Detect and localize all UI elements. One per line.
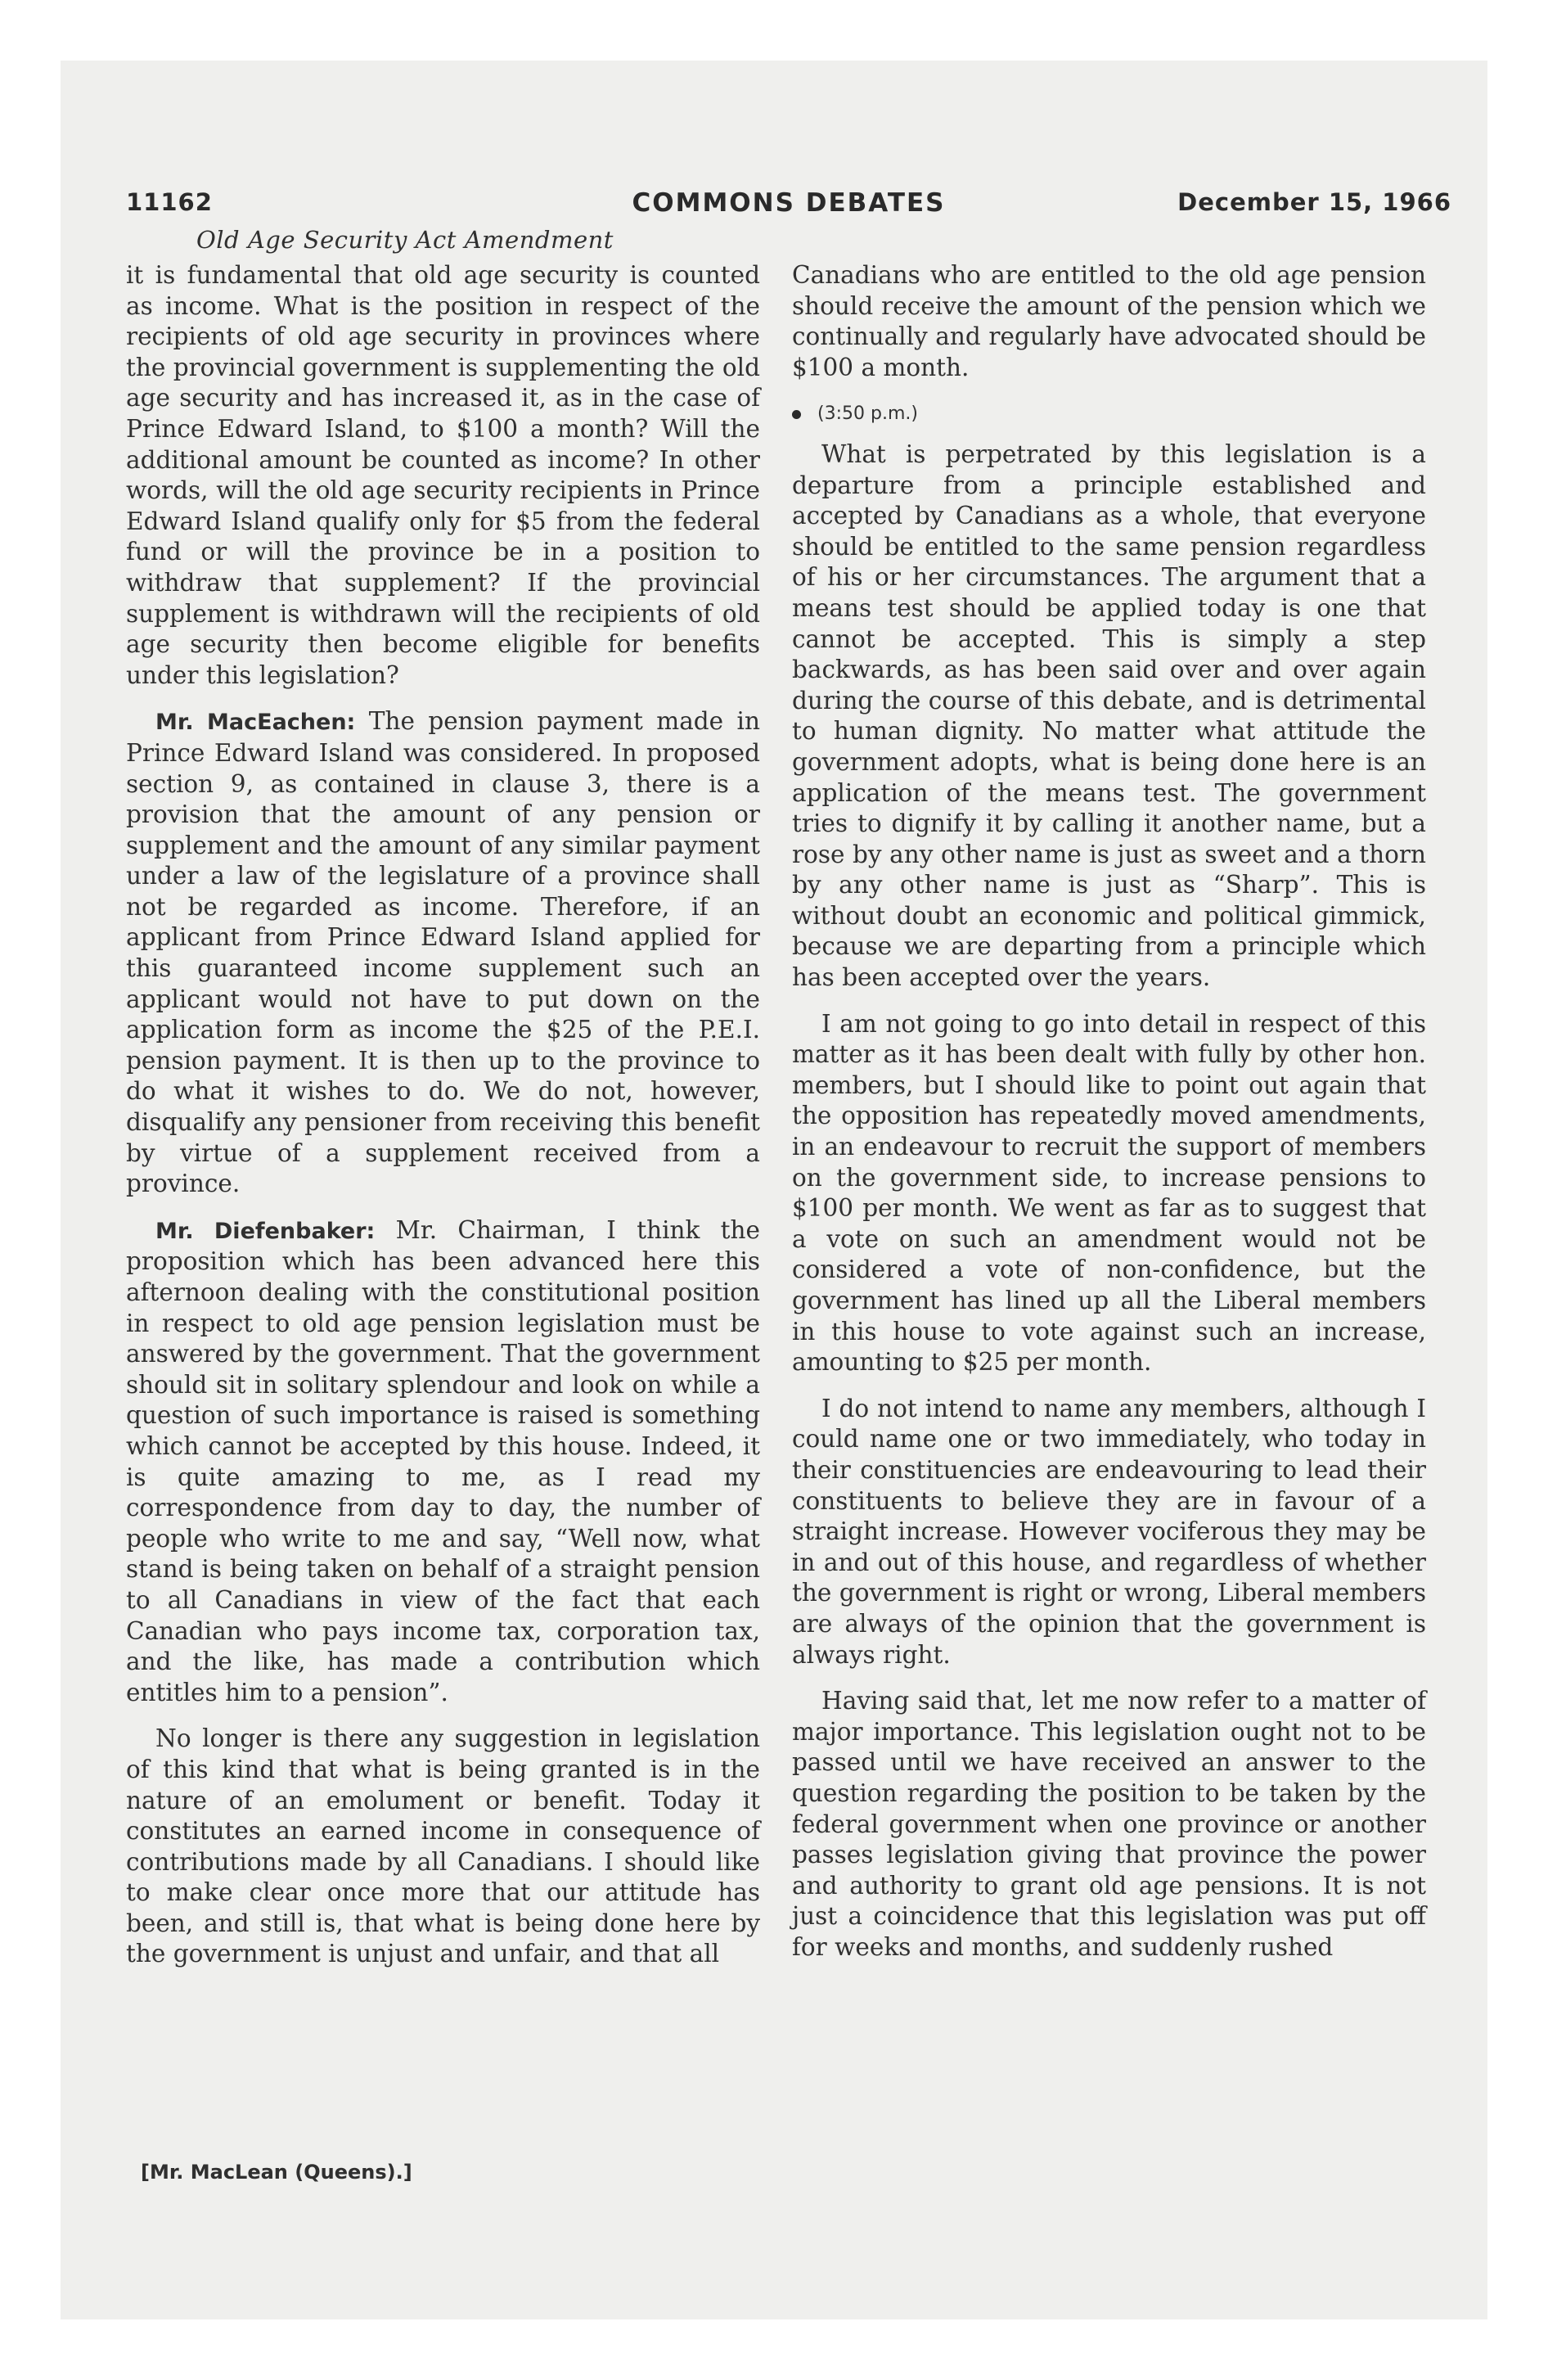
debate-subject: Old Age Security Act Amendment (196, 226, 614, 254)
page-number: 11162 (126, 188, 213, 216)
speaker-name: Mr. MacEachen: (155, 710, 356, 736)
paragraph: What is perpetrated by this legislation is a departure from a principle established and accepted by Canadians as a whole, that everyone should be entitled to the same pension regardless of his or her circumstances. The argument that a means test should be applied today is one that cannot be accepted. This is simply a step backwards, as has been said over and over again during the course of this debate, and is detrimental to human dignity. No matter what attitude the government adopts, what is being done here is an application of the means test. The government tries to dignify it by calling it another name, but a rose by any other name is just as sweet and a thorn by any other name is just as “Sharp”. This is without doubt an economic and political gimmick, because we are departing from a principle which has been accepted over the years. (792, 439, 1426, 992)
paragraph: No longer is there any suggestion in legislation of this kind that what is being granted is in the nature of an emolument or benefit. Today it constitutes an earned income in consequence of contributions made by all Canadians. I should like to make clear once more that our attitude has been, and still is, that what is being done here by the government is unjust and unfair, and that all (126, 1724, 760, 1968)
timestamp (792, 399, 1426, 430)
speech-paragraph (126, 706, 760, 1200)
running-header (126, 188, 1451, 224)
bullet-icon (792, 410, 801, 419)
right-column (792, 260, 1426, 1978)
timestamp-text: (3:50 p.m.) (817, 403, 918, 425)
speaker-name: Mr. Diefenbaker: (155, 1218, 376, 1244)
paragraph: Having said that, let me now refer to a matter of major importance. This legislation ought not to be passed until we have received an answer to the question regarding the position to be taken by the federal government when one province or another passes legislation giving that province the power and authority to grant old age pensions. It is not just a coincidence that this legislation was put off for weeks and months, and suddenly rushed (792, 1687, 1426, 1961)
issue-date: December 15, 1966 (1177, 188, 1451, 216)
speech-text: The pension payment made in Prince Edward Island was considered. In proposed section 9, as contained in clause 3, there is a provision that the amount of any pension or supplement and the amount of any similar payment under a law of the legislature of a province shall not be regarded as income. Therefore, if an applicant from Prince Edward Island applied for this guaranteed income supplement such an applicant would not have to put down on the application form as income the $25 of the P.E.I. pension payment. It is then up to the province to do what it wishes to do. We do not, however, disqualify any pensioner from receiving this benefit by virtue of a supplement received from a province. (126, 707, 760, 1198)
paragraph: I do not intend to name any members, although I could name one or two immediately, who today in their constituencies are endeavouring to lead their constituents to believe they are in favour of a straight increase. However vociferous they may be in and out of this house, and regardless of whether the government is right or wrong, Liberal members are always of the opinion that the government is always right. (792, 1394, 1426, 1669)
speech-paragraph (126, 1215, 760, 1709)
paragraph: Canadians who are entitled to the old age pension should receive the amount of the pension which we continually and regularly have advocated should be $100 a month. (792, 261, 1426, 381)
left-column (126, 260, 760, 1986)
paragraph: I am not going to go into detail in respect of this matter as it has been dealt with fully by other hon. members, but I should like to point out again that the opposition has repeatedly moved amendments, in an endeavour to recruit the support of members on the government side, to increase pensions to $100 per month. We went as far as to suggest that a vote on such an amendment would not be considered a vote of non-confidence, but the government has lined up all the Liberal members in this house to vote against such an increase, amounting to $25 per month. (792, 1009, 1426, 1377)
paragraph: it is fundamental that old age security is counted as income. What is the position in respect of the recipients of old age security in provinces where the provincial government is supplementing the old age security and has increased it, as in the case of Prince Edward Island, to $100 a month? Will the additional amount be counted as income? In other words, will the old age security recipients in Prince Edward Island qualify only for $5 from the federal fund or will the province be in a position to withdraw that supplement? If the provincial supplement is withdrawn will the recipients of old age security then become eligible for benefits under this legislation? (126, 261, 760, 689)
speech-text: Mr. Chairman, I think the proposition which has been advanced here this afternoon dealing with the constitutional position in respect to old age pension legislation must be answered by the government. That the government should sit in solitary splendour and look on while a question of such importance is raised is something which cannot be accepted by this house. Indeed, it is quite amazing to me, as I read my correspondence from day to day, the number of people who write to me and say, “Well now, what stand is being taken on behalf of a straight pension to all Canadians in view of the fact that each Canadian who pays income tax, corporation tax, and the like, has made a contribution which entitles him to a pension”. (126, 1215, 760, 1706)
speaker-attribution: [Mr. MacLean (Queens).] (141, 2161, 412, 2184)
journal-title: COMMONS DEBATES (632, 188, 946, 218)
